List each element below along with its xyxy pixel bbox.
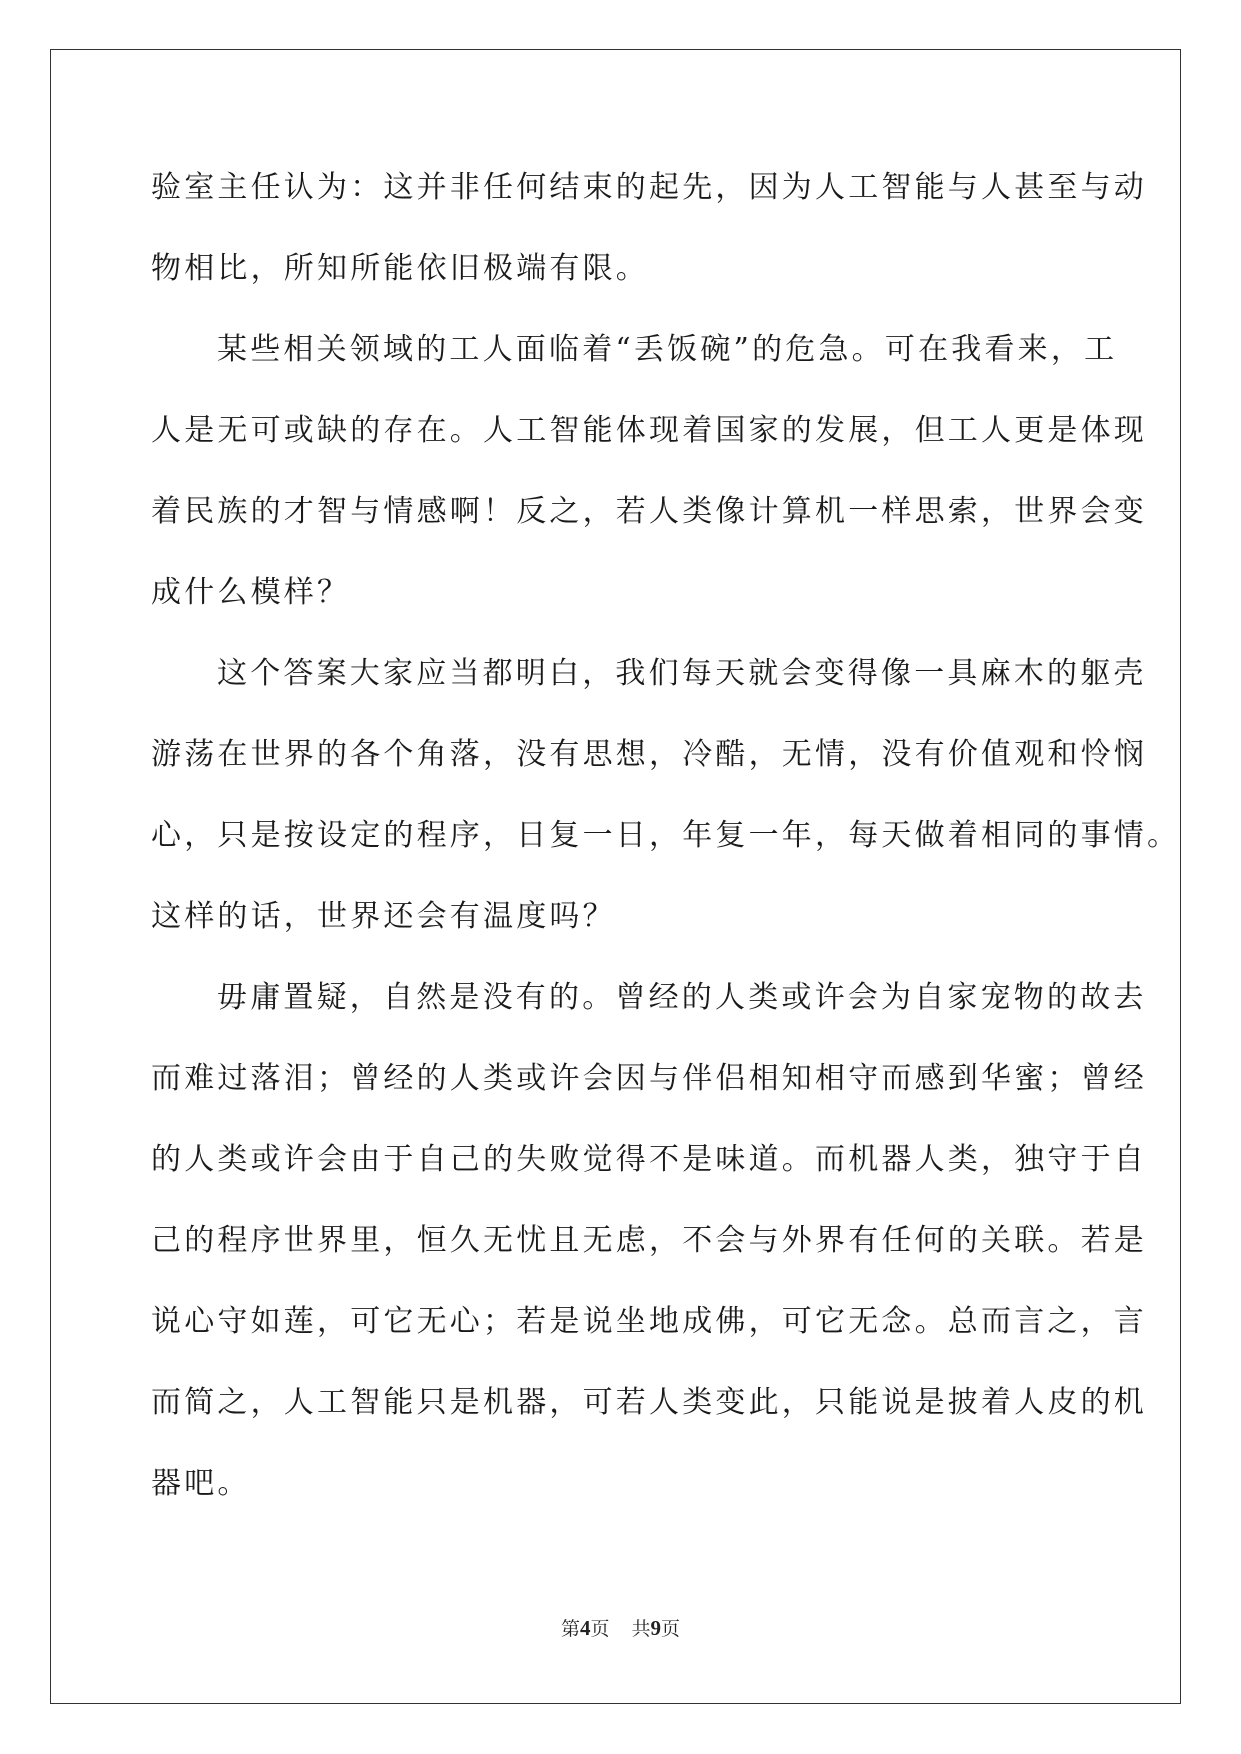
total-page-number: 9 bbox=[650, 1616, 662, 1640]
text-line: 毋庸置疑，自然是没有的。曾经的人类或许会为自家宠物的故去 bbox=[217, 980, 1147, 1015]
text-line: 心，只是按设定的程序，日复一日，年复一年，每天做着相同的事情。 bbox=[151, 818, 1181, 853]
text-line: 着民族的才智与情感啊！反之，若人类像计算机一样思索，世界会变 bbox=[151, 494, 1147, 529]
text-line: 游荡在世界的各个角落，没有思想，冷酷，无情，没有价值观和怜悯 bbox=[151, 737, 1147, 772]
text-line: 的人类或许会由于自己的失败觉得不是味道。而机器人类，独守于自 bbox=[151, 1142, 1147, 1177]
footer-total-suffix: 页 bbox=[661, 1618, 681, 1640]
text-line: 这个答案大家应当都明白，我们每天就会变得像一具麻木的躯壳 bbox=[217, 656, 1147, 691]
page-footer bbox=[0, 1616, 1241, 1641]
footer-total-prefix: 共 bbox=[631, 1618, 651, 1640]
text-line: 物相比，所知所能依旧极端有限。 bbox=[151, 251, 649, 286]
text-line: 己的程序世界里，恒久无忧且无虑，不会与外界有任何的关联。若是 bbox=[151, 1223, 1147, 1258]
text-line: 验室主任认为：这并非任何结束的起先，因为人工智能与人甚至与动 bbox=[151, 170, 1147, 205]
text-line: 而简之，人工智能只是机器，可若人类变此，只能说是披着人皮的机 bbox=[151, 1385, 1147, 1420]
text-line: 人是无可或缺的存在。人工智能体现着国家的发展，但工人更是体现 bbox=[151, 413, 1147, 448]
text-line: 成什么模样？ bbox=[151, 575, 351, 610]
footer-page-prefix: 第 bbox=[560, 1618, 580, 1640]
current-page-number: 4 bbox=[579, 1616, 591, 1640]
text-line: 说心守如莲，可它无心；若是说坐地成佛，可它无念。总而言之，言 bbox=[151, 1304, 1147, 1339]
document-body bbox=[151, 160, 1181, 1537]
text-line: 器吧。 bbox=[151, 1466, 251, 1501]
footer-page-suffix: 页 bbox=[590, 1618, 610, 1640]
text-line: 这样的话，世界还会有温度吗？ bbox=[151, 899, 616, 934]
text-line: 而难过落泪；曾经的人类或许会因与伴侣相知相守而感到华蜜；曾经 bbox=[151, 1061, 1147, 1096]
text-line: 某些相关领域的工人面临着“丢饭碗”的危急。可在我看来，工 bbox=[217, 332, 1118, 367]
